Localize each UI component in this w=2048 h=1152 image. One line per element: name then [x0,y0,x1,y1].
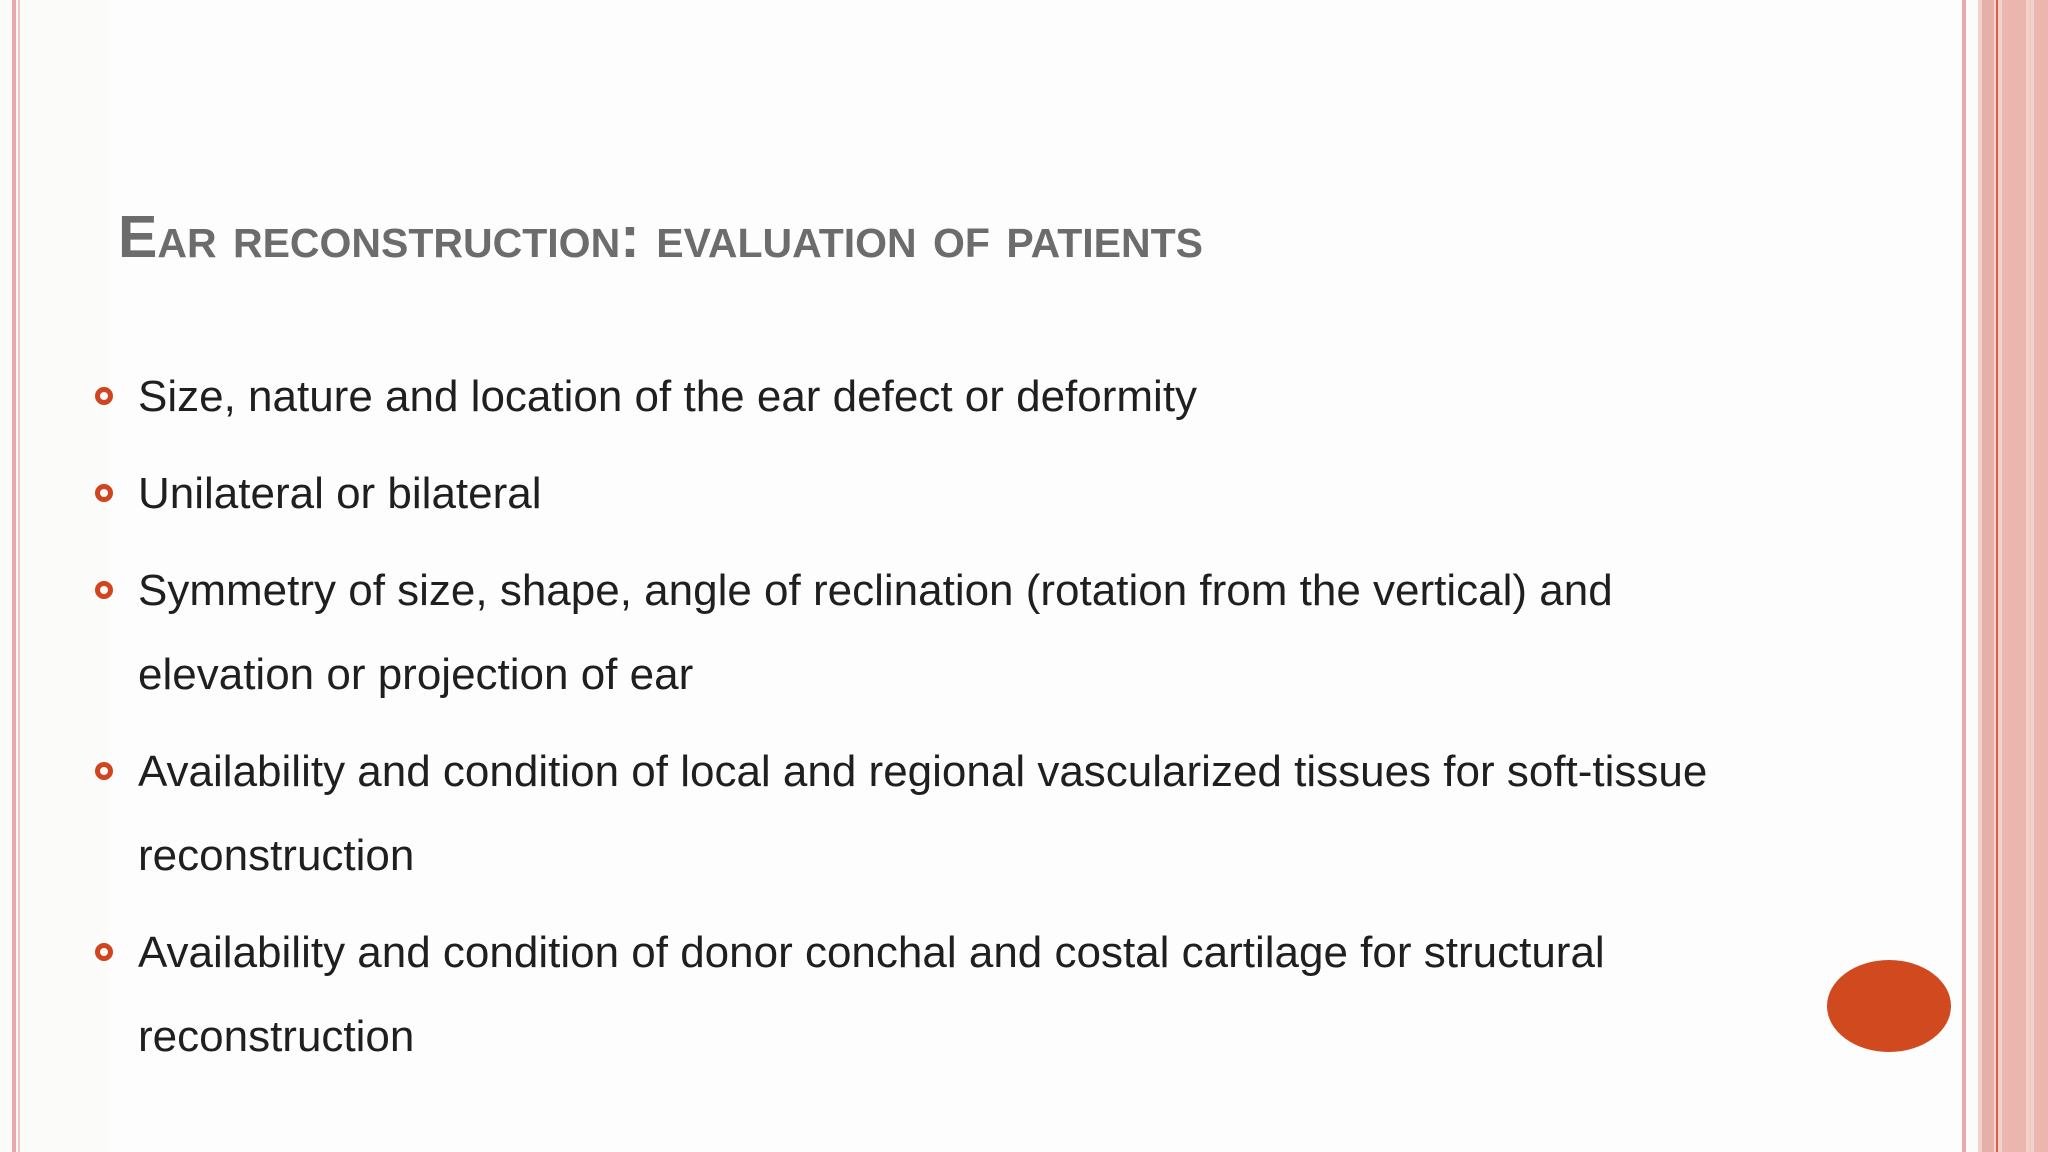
hollow-circle-icon [95,762,113,780]
right-decorative-stripe [2029,0,2031,1152]
bullet-text: Availability and condition of donor conchal and costal cartilage for structural reconstruction [138,928,1605,1061]
left-decorative-stripe [12,0,16,1152]
hollow-circle-icon [95,581,113,599]
hollow-circle-icon [95,387,113,405]
bullet-text: Availability and condition of local and regional vascularized tissues for soft-tissue reconstruction [138,747,1708,880]
bullet-item [95,549,1795,717]
left-decorative-stripe-thin [18,0,20,1152]
bullet-item [95,911,1795,1079]
bullet-item [95,452,1795,536]
hollow-circle-icon [95,943,113,961]
right-decorative-stripe [1962,0,1966,1152]
bullet-text: Size, nature and location of the ear defect or deformity [138,372,1198,421]
bullet-text: Symmetry of size, shape, angle of reclination (rotation from the vertical) and elevation or projection of ear [138,566,1613,699]
orange-oval-button[interactable] [1827,960,1951,1052]
bullet-item [95,730,1795,898]
bullet-text: Unilateral or bilateral [138,469,542,518]
right-decorative-stripe [2034,0,2048,1152]
slide-title: Ear reconstruction: evaluation of patients [118,203,1204,270]
right-decorative-stripe [1996,0,1998,1152]
right-decorative-stripe [2002,0,2026,1152]
bullet-list [95,355,1795,1092]
right-decorative-stripe [1982,0,1994,1152]
bullet-item [95,355,1795,439]
hollow-circle-icon [95,484,113,502]
